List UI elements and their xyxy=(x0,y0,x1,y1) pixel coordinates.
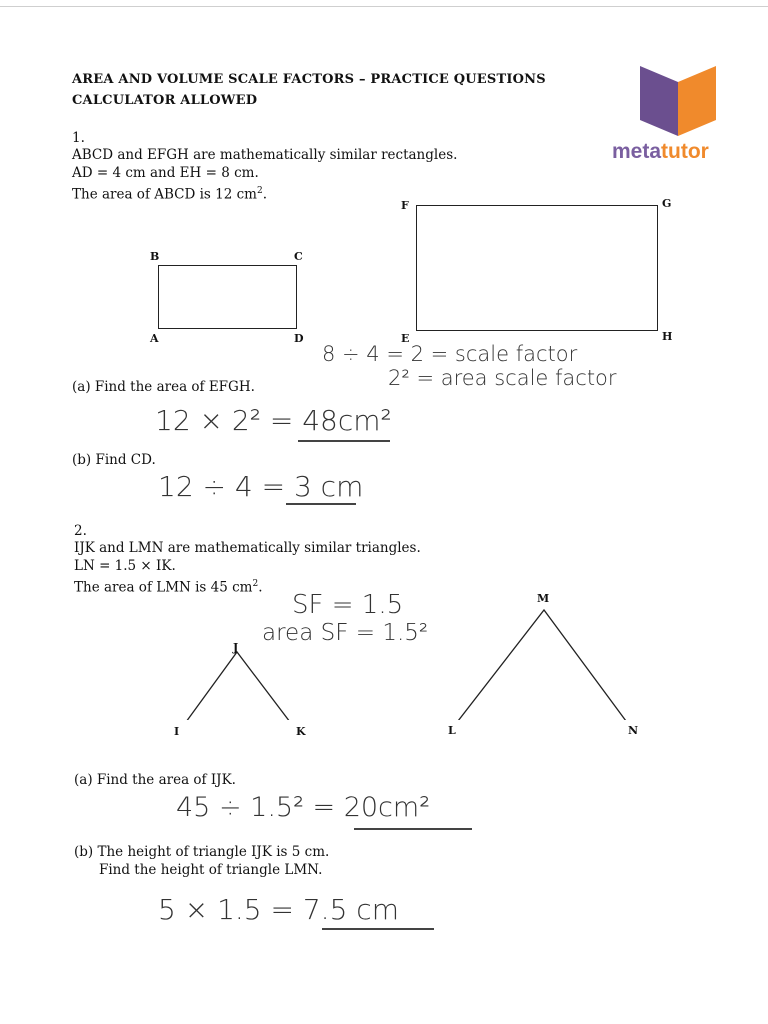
label-h: H xyxy=(662,330,673,343)
label-j: J xyxy=(233,641,239,654)
worksheet-title: AREA AND VOLUME SCALE FACTORS – PRACTICE QUESTIONS xyxy=(72,72,546,87)
q1-part-b: (b) Find CD. xyxy=(72,452,156,468)
label-l: L xyxy=(448,724,456,737)
handwritten-answer-1b: 12 ÷ 4 = 3 cm xyxy=(158,470,364,503)
answer-1b-underline xyxy=(286,503,356,505)
label-n: N xyxy=(628,724,639,737)
handwritten-answer-2a: 45 ÷ 1.5² = 20cm² xyxy=(176,792,431,823)
q2-part-b-line2: Find the height of triangle LMN. xyxy=(99,862,323,878)
triangle-lmn xyxy=(458,610,626,720)
answer-2b-underline xyxy=(322,928,434,930)
triangles-figure xyxy=(0,600,768,720)
label-m: M xyxy=(537,592,550,605)
q1-number: 1. xyxy=(72,130,85,146)
handwritten-area-sf: area SF = 1.5² xyxy=(262,620,429,646)
scan-edge-line xyxy=(0,6,768,7)
q1-line3: The area of ABCD is 12 $cm^2$. xyxy=(72,186,267,203)
q1-line1: ABCD and EFGH are mathematically similar rectangles. xyxy=(72,147,458,163)
handwritten-scale-factor: 8 ÷ 4 = 2 = scale factor xyxy=(322,342,578,366)
handwritten-area-scale-factor: 2² = area scale factor xyxy=(388,366,617,390)
logo-wordmark: metatutor xyxy=(612,140,709,163)
handwritten-answer-1a: 12 × 2² = 48cm² xyxy=(155,404,392,437)
q2-line1: IJK and LMN are mathematically similar triangles. xyxy=(74,540,421,556)
worksheet-subtitle: CALCULATOR ALLOWED xyxy=(72,93,258,108)
q2-number: 2. xyxy=(74,523,87,539)
label-g: G xyxy=(662,197,672,210)
metatutor-hexagon-icon xyxy=(634,58,724,138)
q2-line3: The area of LMN is 45 $cm^2$. xyxy=(74,579,263,596)
label-a: A xyxy=(150,332,159,345)
q2-part-b-line1: (b) The height of triangle IJK is 5 cm. xyxy=(74,844,330,860)
label-k: K xyxy=(296,725,306,738)
metatutor-logo xyxy=(612,58,732,168)
q1-part-a: (a) Find the area of EFGH. xyxy=(72,379,255,395)
handwritten-answer-2b: 5 × 1.5 = 7.5 cm xyxy=(158,893,399,926)
q1-line2: AD = 4 cm and EH = 8 cm. xyxy=(72,165,259,181)
label-b: B xyxy=(150,250,160,263)
answer-2a-underline xyxy=(354,828,472,830)
q2-line2: LN = 1.5 × IK. xyxy=(74,558,176,574)
q2-part-a: (a) Find the area of IJK. xyxy=(74,772,236,788)
label-d: D xyxy=(294,332,304,345)
triangle-ijk xyxy=(186,652,290,720)
handwritten-sf: SF = 1.5 xyxy=(292,590,404,620)
label-i: I xyxy=(174,725,180,738)
answer-1a-underline xyxy=(298,440,390,442)
rectangle-abcd xyxy=(158,265,297,329)
label-f: F xyxy=(401,199,409,212)
label-c: C xyxy=(294,250,303,263)
rectangle-efgh xyxy=(416,205,658,331)
label-e: E xyxy=(401,332,410,345)
